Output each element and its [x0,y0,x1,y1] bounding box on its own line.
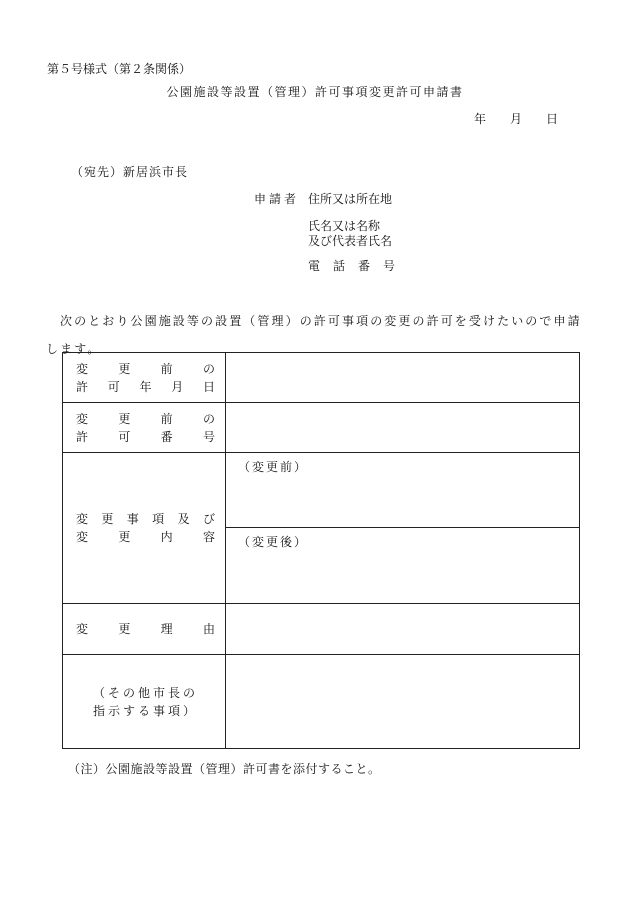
label-char: 変 [76,361,89,376]
label-change-details [63,453,226,604]
label-char: 許 [76,429,89,444]
row-previous-permit-number [63,403,580,453]
label-line [76,428,215,446]
applicant-representative-label: 及び代表者氏名 [308,234,393,248]
date-month-label: 月 [510,112,523,126]
label-char: 可 [107,379,120,394]
date-year-label: 年 [474,112,487,126]
date-day-label: 日 [546,112,559,126]
label-char: 変 [76,512,89,526]
row-change-reason [63,604,580,655]
row-other-instructions [63,655,580,749]
row-previous-permit-date [63,353,580,403]
date-line [474,112,558,126]
field-before-change[interactable] [226,453,579,528]
label-previous-permit-number [63,403,226,453]
label-char: び [202,512,215,526]
label-char: 可 [118,429,131,444]
label-char: 前 [160,361,173,376]
form-number: 第５号様式（第２条関係） [47,62,192,76]
label-char: 容 [202,530,215,544]
attachment-note: （注）公園施設等設置（管理）許可書を添付すること。 [68,762,381,776]
label-char: 許 [76,379,89,394]
before-change-label: （変更前） [238,460,309,474]
addressee: （宛先）新居浜市長 [71,165,189,179]
label-char: の [202,361,215,376]
label-char: 変 [76,411,89,426]
label-char: 及 [177,512,190,526]
label-line [76,410,215,428]
field-previous-permit-date[interactable] [226,353,580,403]
label-line [76,528,215,546]
label-char: 更 [118,622,131,636]
label-char: 日 [202,379,215,394]
label-other-instructions [63,655,226,749]
field-after-change[interactable] [226,528,579,603]
field-other-instructions[interactable] [226,655,580,749]
label-char: 事 [126,512,139,526]
label-char: 更 [118,411,131,426]
application-table [62,352,580,749]
label-char: 項 [152,512,165,526]
label-char: 番 [160,429,173,444]
applicant-label: 申請者 [254,192,300,206]
applicant-address-label: 住所又は所在地 [308,192,393,206]
document-title: 公園施設等設置（管理）許可事項変更許可申請書 [166,85,464,99]
after-change-label: （変更後） [238,535,309,549]
applicant-phone-label: 電話番号 [308,259,409,273]
applicant-name-label: 氏名又は名称 [308,219,381,233]
label-previous-permit-date [63,353,226,403]
label-line [76,378,215,396]
label-change-reason [63,604,226,655]
label-char: 更 [118,530,131,544]
label-line [76,360,215,378]
label-char: 内 [160,530,173,544]
label-char: 更 [101,512,114,526]
label-char: 変 [76,530,89,544]
field-previous-permit-number[interactable] [226,403,580,453]
label-char: 前 [160,411,173,426]
label-char: 月 [171,379,184,394]
label-char: 理 [160,622,173,636]
label-char: の [202,411,215,426]
label-line [76,510,215,528]
label-char: 由 [202,622,215,636]
field-change-details [226,453,580,604]
label-char: 更 [118,361,131,376]
label-char: 年 [139,379,152,394]
label-char: 変 [76,622,89,636]
label-line: （その他市長の [92,685,198,700]
field-change-reason[interactable] [226,604,580,655]
label-line: 指示する事項） [92,703,198,718]
application-statement: 次のとおり公園施設等の設置（管理）の許可事項の変更の許可を受けたいので申請します。 [46,314,582,356]
label-line [76,620,215,638]
label-char: 号 [202,429,215,444]
row-change-details [63,453,580,604]
